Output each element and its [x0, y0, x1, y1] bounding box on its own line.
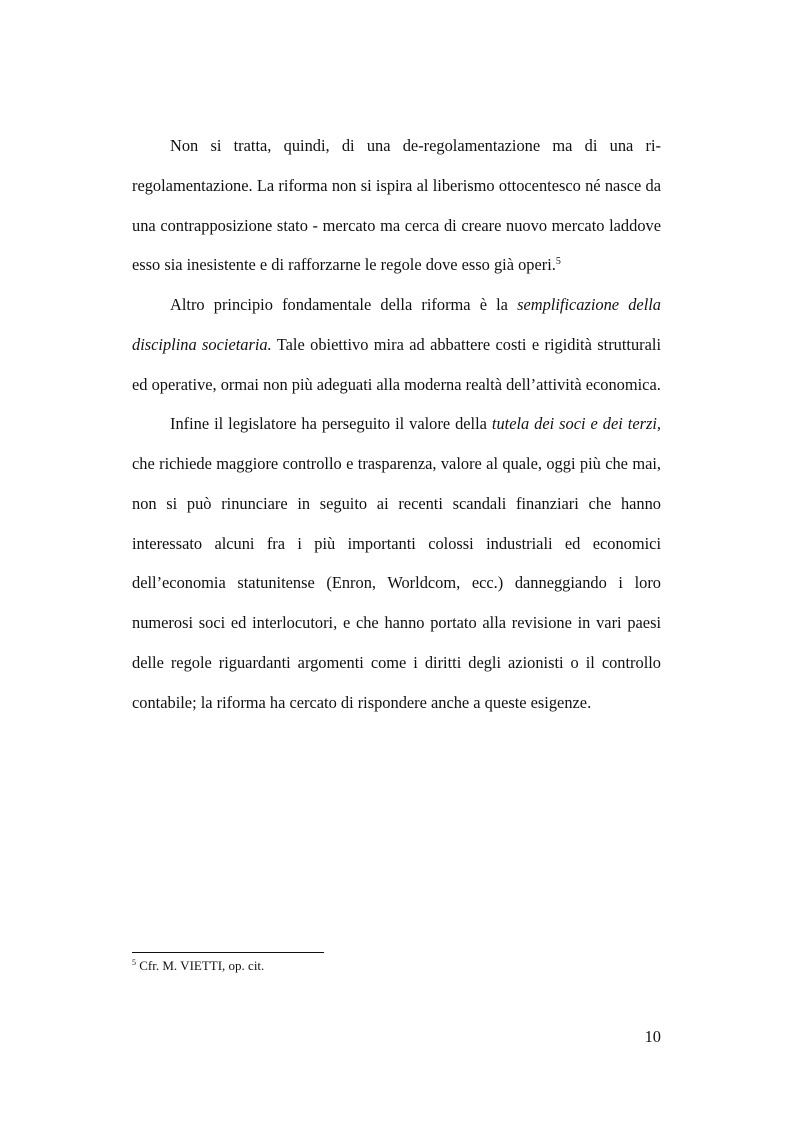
footnote	[132, 958, 264, 974]
paragraph-3	[132, 404, 661, 722]
footnote-text: Cfr. M. VIETTI, op. cit.	[136, 958, 265, 973]
page-number: 10	[644, 1027, 661, 1046]
body-text	[132, 126, 661, 722]
footnote-number: 5	[132, 958, 136, 967]
paragraph-2	[132, 285, 661, 404]
footnote-divider	[132, 952, 324, 953]
paragraph-2-after: Tale obiettivo mira ad abbattere costi e rigidità strutturali ed operative, ormai non più adeguati alla moderna realtà dell’attività economica.	[132, 334, 661, 394]
paragraph-3-after: che richiede maggiore controllo e trasparenza, valore al quale, oggi più che mai, non si può rinunciare in seguito ai recenti scandali finanziari che hanno interessato alcuni fra i più importanti colossi industriali ed economici dell’economia statunitense (Enron, Worldcom, ecc.) danneggiando i loro numerosi soci ed interlocutori, e che hanno portato alla revisione in vari paesi delle regole riguardanti argomenti come i diritti degli azionisti o il controllo contabile; la riforma ha cercato di rispondere anche a queste esigenze.	[132, 454, 661, 712]
paragraph-1	[132, 126, 661, 285]
paragraph-3-emphasis: tutela dei soci e dei terzi,	[491, 414, 662, 434]
paragraph-3-before: Infine il legislatore ha perseguito il valore della	[170, 414, 492, 434]
footnote-reference: 5	[555, 256, 561, 268]
paragraph-2-emphasis: semplificazione della disciplina societaria.	[132, 295, 661, 354]
paragraph-2-before: Altro principio fondamentale della riforma è la	[170, 295, 518, 314]
paragraph-1-text: Non si tratta, quindi, di una de-regolamentazione ma di una ri-regolamentazione. La riforma non si ispira al liberismo ottocentesco né nasce da una contrapposizione stato - mercato ma cerca di creare nuovo mercato laddove esso sia inesistente e di rafforzarne le regole dove esso già operi.	[132, 136, 661, 275]
